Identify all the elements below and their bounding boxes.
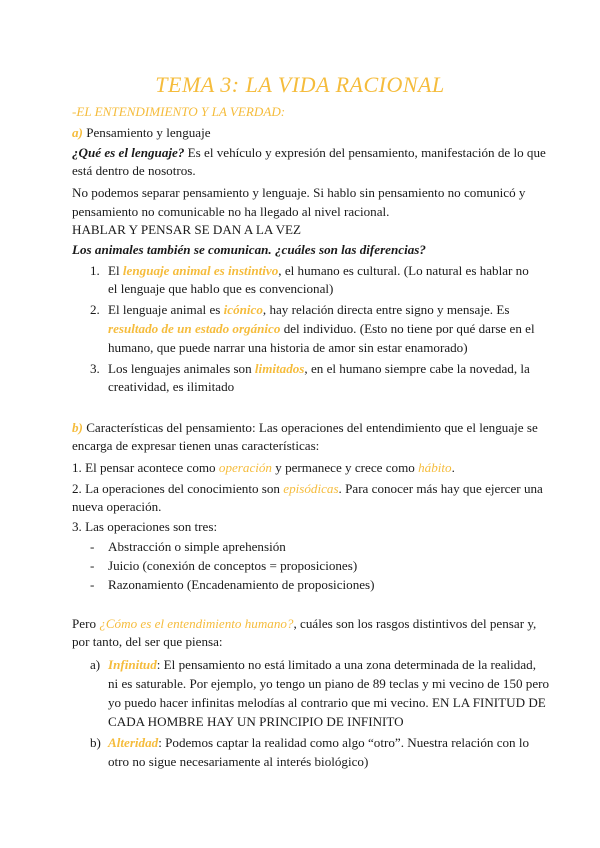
list-item-continuation: humano, que puede narrar una historia de amor sin estar enamorado) [108,340,468,355]
list-number: 3. [90,361,100,376]
paragraph-line [72,144,546,162]
highlight-term: Alteridad [108,735,159,750]
paragraph-line: pensamiento no comunicable no ha llegado al nivel racional. [72,204,390,219]
subsection-a-marker: a) [72,125,83,140]
subsection-a-heading [72,124,211,142]
list-letter: a) [90,657,101,672]
list-item-continuation: el lenguaje que hablo que es convencional) [108,281,334,296]
bullet-item: Juicio (conexión de conceptos = proposiciones) [108,558,358,573]
page-title: TEMA 3: LA VIDA RACIONAL [155,72,445,97]
text-span: del individuo. (Esto no tiene por qué darse en el [280,321,535,336]
highlight-term: hábito [418,460,452,475]
highlight-term: operación [218,460,272,475]
list-item-continuation [108,320,535,338]
highlight-term: Infinitud [108,657,157,672]
text-span: . Para conocer más hay que ejercer una [338,481,543,496]
paragraph-line [72,459,455,477]
caps-statement: HABLAR Y PENSAR SE DAN A LA VEZ [72,222,302,237]
highlight-term: episódicas [283,481,339,496]
list-item-continuation: CADA HOMBRE HAY UN PRINCIPIO DE INFINITO [108,714,404,729]
subsection-b-marker: b) [72,420,83,435]
highlight-term: limitados [254,361,305,376]
text-span: y permanece y crece como [271,460,419,475]
paragraph-line: encarga de expresar tienen unas características: [72,438,320,453]
list-item [108,301,509,319]
text-span: : El pensamiento no está limitado a una zona determinada de la realidad, [156,657,536,672]
text-span: 2. La operaciones del conocimiento son [72,481,284,496]
list-item [108,734,529,752]
list-number: 1. [90,263,100,278]
paragraph-line: nueva operación. [72,499,162,514]
bullet-item: Abstracción o simple aprehensión [108,539,286,554]
text-span: Es el vehículo y expresión del pensamiento, manifestación de lo que [184,145,546,160]
text-span: , cuáles son los rasgos distintivos del pensar y, [293,616,537,631]
paragraph-line: por tanto, del ser que piensa: [72,634,223,649]
bullet-item: Razonamiento (Encadenamiento de proposiciones) [108,577,375,592]
list-item [108,360,530,378]
paragraph-line: No podemos separar pensamiento y lenguaje. Si hablo sin pensamiento no comunicó y [72,185,526,200]
highlight-term: icónico [223,302,263,317]
text-span: Características del pensamiento: Las operaciones del entendimiento que el lenguaje se [82,420,538,435]
subsection-b-line [72,419,538,437]
question-animals: Los animales también se comunican. ¿cuáles son las diferencias? [72,242,426,257]
paragraph-line [72,615,536,633]
text-span: , hay relación directa entre signo y mensaje. Es [262,302,510,317]
dash-bullet: - [90,558,95,573]
dash-bullet: - [90,577,95,592]
text-span: , en el humano siempre cabe la novedad, la [304,361,530,376]
paragraph-line [72,480,543,498]
list-item-continuation: otro no sigue necesariamente al interés biológico) [108,754,369,769]
paragraph-line: 3. Las operaciones son tres: [72,519,218,534]
list-item-continuation: creatividad, es ilimitado [108,379,235,394]
text-span: , el humano es cultural. (Lo natural es hablar no [278,263,529,278]
paragraph-line: está dentro de nosotros. [72,163,196,178]
highlight-question: ¿Cómo es el entendimiento humano? [99,616,294,631]
list-number: 2. [90,302,100,317]
text-span: 1. El pensar acontece como [72,460,219,475]
text-span: : Podemos captar la realidad como algo “otro”. Nuestra relación con lo [158,735,530,750]
list-item-continuation: ni es saturable. Por ejemplo, yo tengo un piano de 89 teclas y mi vecino de 150 pero [108,676,550,691]
subsection-a-title: Pensamiento y lenguaje [82,125,211,140]
highlight-term: resultado de un estado orgánico [108,321,281,336]
text-span: El [108,263,123,278]
list-item [108,656,536,674]
list-letter: b) [90,735,101,750]
text-span: El lenguaje animal es [108,302,224,317]
question-what-is-language: ¿Qué es el lenguaje? [72,145,185,160]
section-heading: -EL ENTENDIMIENTO Y LA VERDAD: [72,104,286,119]
text-span: Los lenguajes animales son [108,361,255,376]
list-item [108,262,529,280]
text-span: . [451,460,455,475]
dash-bullet: - [90,539,95,554]
text-span: Pero [72,616,100,631]
list-item-continuation: yo puedo hacer infinitas melodías al contrario que mi vecino. EN LA FINITUD DE [108,695,546,710]
highlight-term: lenguaje animal es instintivo [122,263,279,278]
